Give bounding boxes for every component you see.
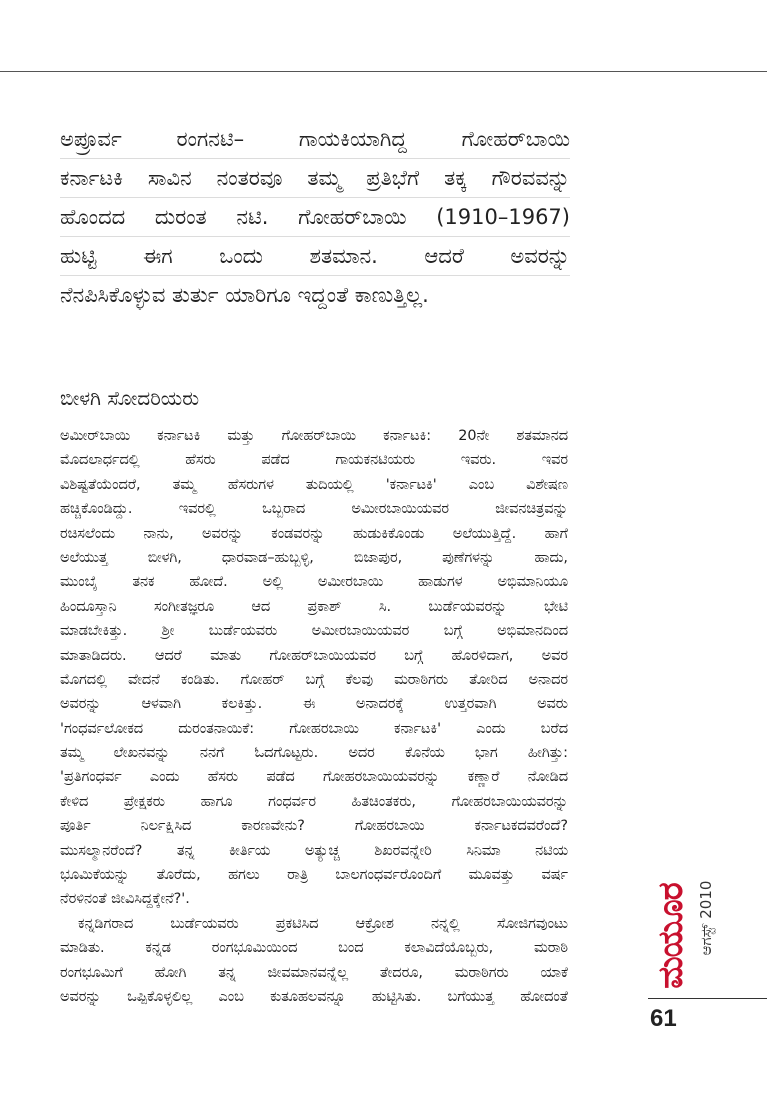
- body-line: ಕನ್ನಡಿಗರಾದ ಬುರ್ಡೆಯವರು ಪ್ರಕಟಿಸಿದ ಆಕ್ರೋಶ ನನ್ನಲ್ಲಿ ಸೋಜಿಗವುಂಟು: [78, 915, 568, 932]
- body-line: ನೆರಳಿನಂತೆ ಜೀವಿಸಿದ್ದಕ್ಕೇನೆ?'.: [60, 891, 190, 908]
- body-line: ಪೂರ್ತಿ ನಿರ್ಲಕ್ಷಿಸಿದ ಕಾರಣವೇನು? ಗೋಹರಬಾಯಿ ಕರ್ನಾಟಕದವರೆಂದೆ?: [60, 818, 568, 835]
- body-line: ರಚಿಸಲೆಂದು ನಾನು, ಅವರನ್ನು ಕಂಡವರನ್ನು ಹುಡುಕಿಕೊಂಡು ಅಲೆಯುತ್ತಿದ್ದೆ. ಹಾಗೆ: [60, 525, 568, 542]
- body-line: ಮಾಡಬೇಕಿತ್ತು. ಶ್ರೀ ಬುರ್ಡೆಯವರು ಅಮೀರಬಾಯಿಯವರ ಬಗ್ಗೆ ಅಭಿಮಾನದಿಂದ: [60, 623, 568, 640]
- pull-quote-line: ಹುಟ್ಟಿ ಈಗ ಒಂದು ಶತಮಾನ. ಆದರೆ ಅವರನ್ನು: [60, 237, 570, 276]
- body-line: ಕೇಳಿದ ಪ್ರೇಕ್ಷಕರು ಹಾಗೂ ಗಂಧರ್ವರ ಹಿತಚಿಂತಕರು, ಗೋಹರಬಾಯಿಯವರನ್ನು: [60, 793, 568, 810]
- body-line: ರಂಗಭೂಮಿಗೆ ಹೋಗಿ ತನ್ನ ಜೀವಮಾನವನ್ನೆಲ್ಲ ತೇದರೂ, ಮರಾಠಿಗರು ಯಾಕೆ: [60, 964, 568, 981]
- article-body: [60, 424, 568, 1009]
- body-line: ಭೂಮಿಕೆಯನ್ನು ತೊರೆದು, ಹಗಲು ರಾತ್ರಿ ಬಾಲಗಂಧರ್ವರೊಂದಿಗೆ ಮೂವತ್ತು ವರ್ಷ: [60, 867, 568, 884]
- magazine-logo: [648, 880, 694, 992]
- body-line: ಮೊದಲಾರ್ಧದಲ್ಲಿ ಹೆಸರು ಪಡೆದ ಗಾಯಕನಟಿಯರು ಇವರು. ಇವರ: [60, 452, 568, 469]
- pull-quote-line: ಹೊಂದದ ದುರಂತ ನಟಿ. ಗೋಹರ್‌ಬಾಯಿ (1910–1967): [60, 198, 570, 237]
- body-line: ಅಲೆಯುತ್ತ ಬೀಳಗಿ, ಧಾರವಾಡ–ಹುಬ್ಬಳ್ಳಿ, ಬಿಜಾಪುರ, ಪುಣೆಗಳನ್ನು ಹಾದು,: [60, 549, 568, 566]
- body-line: ಹಚ್ಚಿಕೊಂಡಿದ್ದು. ಇವರಲ್ಲಿ ಒಬ್ಬರಾದ ಅಮೀರಬಾಯಿಯವರ ಜೀವನಚಿತ್ರವನ್ನು: [60, 501, 568, 518]
- body-line: ಅಮೀರ್‌ಬಾಯಿ ಕರ್ನಾಟಕಿ ಮತ್ತು ಗೋಹರ್‌ಬಾಯಿ ಕರ್ನಾಟಕಿ: 20ನೇ ಶತಮಾನದ: [60, 428, 568, 444]
- body-line: ಅವರನ್ನು ಒಪ್ಪಿಕೊಳ್ಳಲಿಲ್ಲ ಎಂಬ ಕುತೂಹಲವನ್ನೂ ಹುಟ್ಟಿಸಿತು. ಬಗೆಯುತ್ತ ಹೋದಂತೆ: [60, 988, 568, 1005]
- body-line: 'ಪ್ರತಿಗಂಧರ್ವ ಎಂದು ಹೆಸರು ಪಡೆದ ಗೋಹರಬಾಯಿಯವರನ್ನು ಕಣ್ಣಾರೆ ನೋಡಿದ: [60, 769, 568, 786]
- body-line: ಮಾಡಿತು. ಕನ್ನಡ ರಂಗಭೂಮಿಯಿಂದ ಬಂದ ಕಲಾವಿದೆಯೊಬ್ಬರು, ಮರಾಠಿ: [60, 940, 568, 957]
- section-heading: ಬೀಳಗಿ ಸೋದರಿಯರು: [60, 386, 200, 410]
- issue-date-text: ಆಗಸ್ಟ್ 2010: [697, 880, 715, 956]
- body-line: ಹಿಂದೂಸ್ತಾನಿ ಸಂಗೀತಜ್ಞರೂ ಆದ ಪ್ರಕಾಶ್ ಸಿ. ಬುರ್ಡೆಯವರನ್ನು ಭೇಟಿ: [60, 598, 568, 615]
- pull-quote-line: ಕರ್ನಾಟಕಿ ಸಾವಿನ ನಂತರವೂ ತಮ್ಮ ಪ್ರತಿಭೆಗೆ ತಕ್ಕ ಗೌರವವನ್ನು: [60, 159, 570, 198]
- body-line: ಮುಸಲ್ಮಾನರೆಂದೆ? ತನ್ನ ಕೀರ್ತಿಯ ಅತ್ಯುಚ್ಚ ಶಿಖರವನ್ನೇರಿ ಸಿನಿಮಾ ನಟಿಯ: [60, 842, 568, 859]
- magazine-logo-text: ಮಯೂರ: [651, 883, 691, 989]
- issue-date: [694, 858, 718, 978]
- body-line: ವಿಶಿಷ್ಟತೆಯೆಂದರೆ, ತಮ್ಮ ಹೆಸರುಗಳ ತುದಿಯಲ್ಲಿ 'ಕರ್ನಾಟಕಿ' ಎಂಬ ವಿಶೇಷಣ: [60, 476, 568, 493]
- pull-quote-line: ಅಪ್ರೂರ್ವ ರಂಗನಟಿ– ಗಾಯಕಿಯಾಗಿದ್ದ ಗೋಹರ್‌ಬಾಯಿ: [60, 120, 570, 159]
- body-line: ಮಾತಾಡಿದರು. ಆದರೆ ಮಾತು ಗೋಹರ್‌ಬಾಯಿಯವರ ಬಗ್ಗೆ ಹೊರಳಿದಾಗ, ಅವರ: [60, 647, 568, 664]
- body-line: ತಮ್ಮ ಲೇಖನವನ್ನು ನನಗೆ ಓದಗೊಟ್ಟರು. ಅದರ ಕೊನೆಯ ಭಾಗ ಹೀಗಿತ್ತು:: [60, 745, 568, 762]
- body-line: 'ಗಂಧರ್ವಲೋಕದ ದುರಂತನಾಯಿಕೆ: ಗೋಹರಬಾಯಿ ಕರ್ನಾಟಕಿ' ಎಂದು ಬರೆದ: [60, 720, 568, 737]
- pull-quote: [60, 120, 570, 314]
- header-divider: [0, 71, 767, 72]
- page-number: 61: [650, 1005, 677, 1032]
- footer-divider: [648, 998, 767, 999]
- body-line: ಅವರನ್ನು ಆಳವಾಗಿ ಕಲಕಿತ್ತು. ಈ ಅನಾದರಕ್ಕೆ ಉತ್ತರವಾಗಿ ಅವರು: [60, 696, 568, 713]
- body-line: ಮೊಗದಲ್ಲಿ ವೇದನೆ ಕಂಡಿತು. ಗೋಹರ್ ಬಗ್ಗೆ ಕೆಲವು ಮರಾಠಿಗರು ತೋರಿದ ಅನಾದರ: [60, 671, 568, 688]
- body-line: ಮುಂಬೈ ತನಕ ಹೋದೆ. ಅಲ್ಲಿ ಅಮೀರಬಾಯಿ ಹಾಡುಗಳ ಅಭಿಮಾನಿಯೂ: [60, 574, 568, 591]
- pull-quote-line: ನೆನಪಿಸಿಕೊಳ್ಳುವ ತುರ್ತು ಯಾರಿಗೂ ಇದ್ದಂತೆ ಕಾಣುತ್ತಿಲ್ಲ.: [60, 283, 429, 307]
